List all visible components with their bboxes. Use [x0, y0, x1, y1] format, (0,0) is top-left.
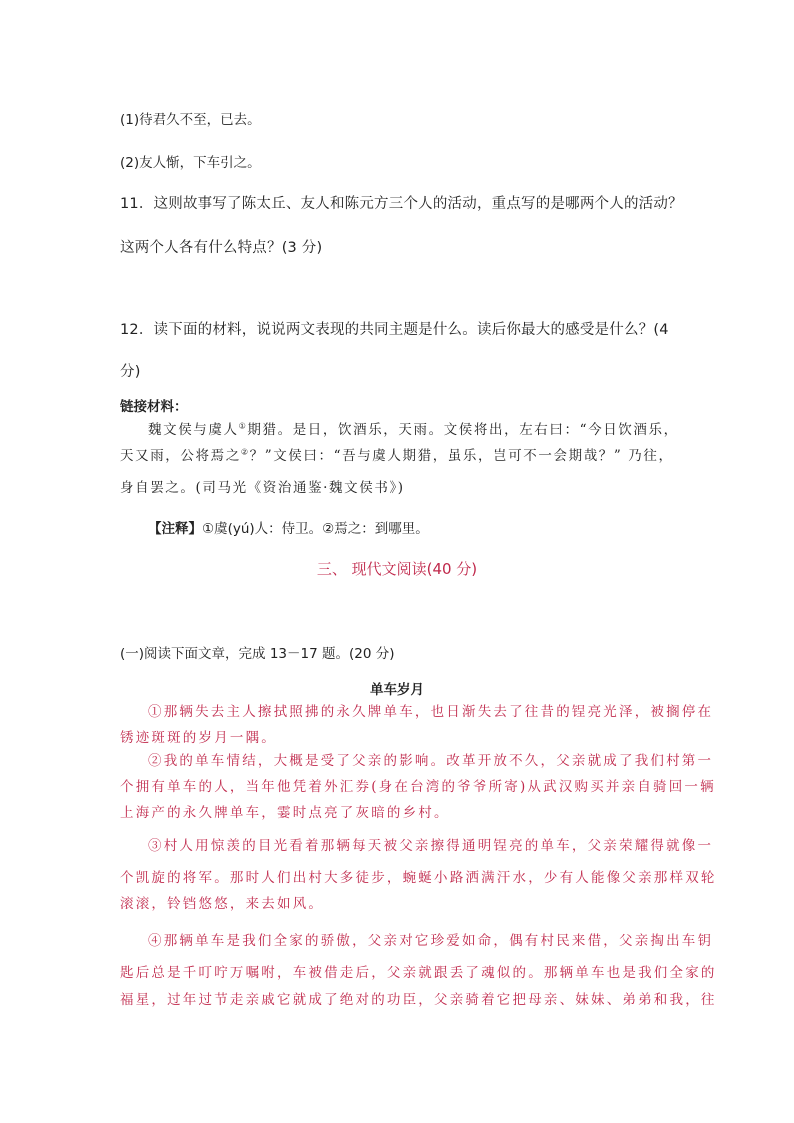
footnote-marker: ②	[240, 447, 250, 457]
notes-text: ①虞(yú)人：侍卫。②焉之：到哪里。	[202, 521, 429, 537]
notes-label: 【注释】	[148, 521, 202, 537]
question-12-line: 分)	[120, 364, 141, 380]
article-line: ④那辆单车是我们全家的骄傲，父亲对它珍爱如命，偶有村民来借，父亲掏出车钥	[148, 933, 714, 949]
article-line: ②我的单车情结，大概是受了父亲的影响。改革开放不久，父亲就成了我们村第一	[148, 753, 714, 769]
translate-item: (1)待君久不至，已去。	[120, 112, 261, 128]
link-material-line	[148, 418, 679, 438]
notes	[148, 517, 429, 537]
material-text: ？”文侯曰：“吾与虞人期猎，虽乐，岂可不一会期哉？” 乃往，	[249, 448, 674, 464]
material-text: 天又雨，公将焉之	[120, 448, 241, 464]
article-line: 福星，过年过节走亲戚它就成了绝对的功臣，父亲骑着它把母亲、妹妹、弟弟和我，往	[120, 992, 717, 1008]
question-11-line: 这两个人各有什么特点？(3 分)	[120, 240, 323, 256]
footnote-marker: ①	[238, 421, 248, 431]
article-line: ③村人用惊羡的目光看着那辆每天被父亲擦得通明锃亮的单车，父亲荣耀得就像一	[148, 838, 714, 854]
article-title: 单车岁月	[370, 682, 424, 698]
material-text: 期猎。是日，饮酒乐，天雨。文侯将出，左右曰：“今日饮酒乐，	[247, 422, 679, 438]
article-line: 锈迹斑斑的岁月一隅。	[120, 730, 277, 746]
link-material-label: 链接材料：	[120, 399, 188, 415]
article-line: 上海产的永久牌单车，霎时点亮了灰暗的乡村。	[120, 805, 450, 821]
article-line: 个凯旋的将军。那时人们出村大多徒步，蜿蜒小路洒满汗水，少有人能像父亲那样双轮	[120, 870, 717, 886]
question-11-line: 11．这则故事写了陈太丘、友人和陈元方三个人的活动，重点写的是哪两个人的活动？	[120, 196, 683, 212]
link-material-line: 身自罢之。(司马光《资治通鉴·魏文侯书》)	[120, 480, 405, 496]
material-text: 魏文侯与虞人	[148, 422, 239, 438]
section-title: 三、 现代文阅读(40 分)	[316, 560, 478, 578]
link-material-line	[120, 444, 674, 464]
article-line: 滚滚，铃铛悠悠，来去如风。	[120, 896, 325, 912]
translate-item: (2)友人惭，下车引之。	[120, 155, 261, 171]
part-intro: (一)阅读下面文章，完成 13－17 题。(20 分)	[120, 646, 395, 662]
article-line: 匙后总是千叮咛万嘱咐，车被借走后，父亲就跟丢了魂似的。那辆单车也是我们全家的	[120, 965, 717, 981]
article-line: 个拥有单车的人，当年他凭着外汇券(身在台湾的爷爷所寄)从武汉购买并亲自骑回一辆	[120, 779, 716, 795]
question-12-line: 12．读下面的材料，说说两文表现的共同主题是什么。读后你最大的感受是什么？(4	[120, 322, 669, 338]
article-line: ①那辆失去主人擦拭照拂的永久牌单车，也日渐失去了往昔的锃亮光泽，被搁停在	[148, 704, 714, 720]
